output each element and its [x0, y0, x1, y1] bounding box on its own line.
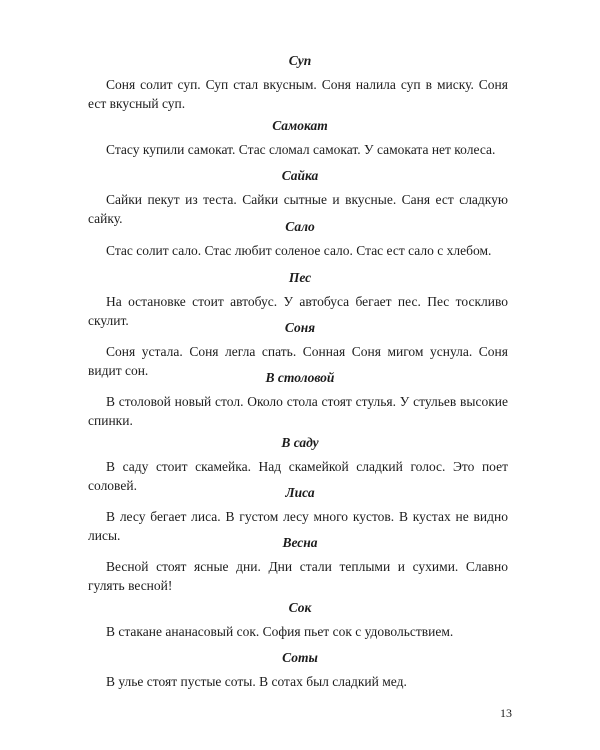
story-title: Пес	[288, 270, 312, 285]
page-number: 13	[500, 706, 512, 720]
story-sup	[0, 53, 600, 113]
story-title: Суп	[288, 53, 312, 68]
story-text: В лесу бегает лиса. В густом лесу много кустов. В кустах не видно лисы.	[88, 509, 508, 543]
story-title: Сало	[285, 219, 315, 234]
story-title: Самокат	[272, 118, 328, 133]
story-text: В улье стоят пустые соты. В сотах был сладкий мед.	[106, 674, 407, 689]
story-v-stolovoy	[0, 370, 600, 430]
story-text: Соня солит суп. Суп стал вкусным. Соня налила суп в миску. Соня ест вкусный суп.	[88, 77, 508, 111]
story-text: В стакане ананасовый сок. София пьет сок с удовольствием.	[106, 624, 454, 639]
story-text: В столовой новый стол. Около стола стоят стулья. У стульев высокие спинки.	[88, 394, 508, 428]
story-text: Соня устала. Соня легла спать. Сонная Соня мигом уснула. Соня видит сон.	[88, 344, 508, 378]
story-text: Стасу купили самокат. Стас сломал самокат. У самоката нет колеса.	[106, 142, 496, 157]
story-title: В саду	[281, 435, 319, 450]
story-title: Лиса	[285, 485, 315, 500]
story-text: На остановке стоит автобус. У автобуса бегает пес. Пес тоскливо скулит.	[88, 294, 508, 328]
story-salo	[0, 219, 600, 260]
story-title: В столовой	[265, 370, 335, 385]
story-samokat	[0, 118, 600, 159]
story-title: Соня	[284, 320, 316, 335]
story-text: Стас солит сало. Стас любит соленое сало. Стас ест сало с хлебом.	[106, 243, 492, 258]
story-sok	[0, 600, 600, 641]
story-text: Весной стоят ясные дни. Дни стали теплыми и сухими. Славно гулять весной!	[88, 559, 508, 593]
story-text: Сайки пекут из теста. Сайки сытные и вкусные. Саня ест сладкую сайку.	[88, 192, 508, 226]
story-text: В саду стоит скамейка. Над скамейкой сладкий голос. Это поет соловей.	[88, 459, 508, 493]
story-title: Сайка	[281, 168, 319, 183]
story-title: Весна	[282, 535, 318, 550]
story-title: Сок	[288, 600, 312, 615]
story-vesna	[0, 535, 600, 595]
story-title: Соты	[282, 650, 318, 665]
story-soty	[0, 650, 600, 691]
